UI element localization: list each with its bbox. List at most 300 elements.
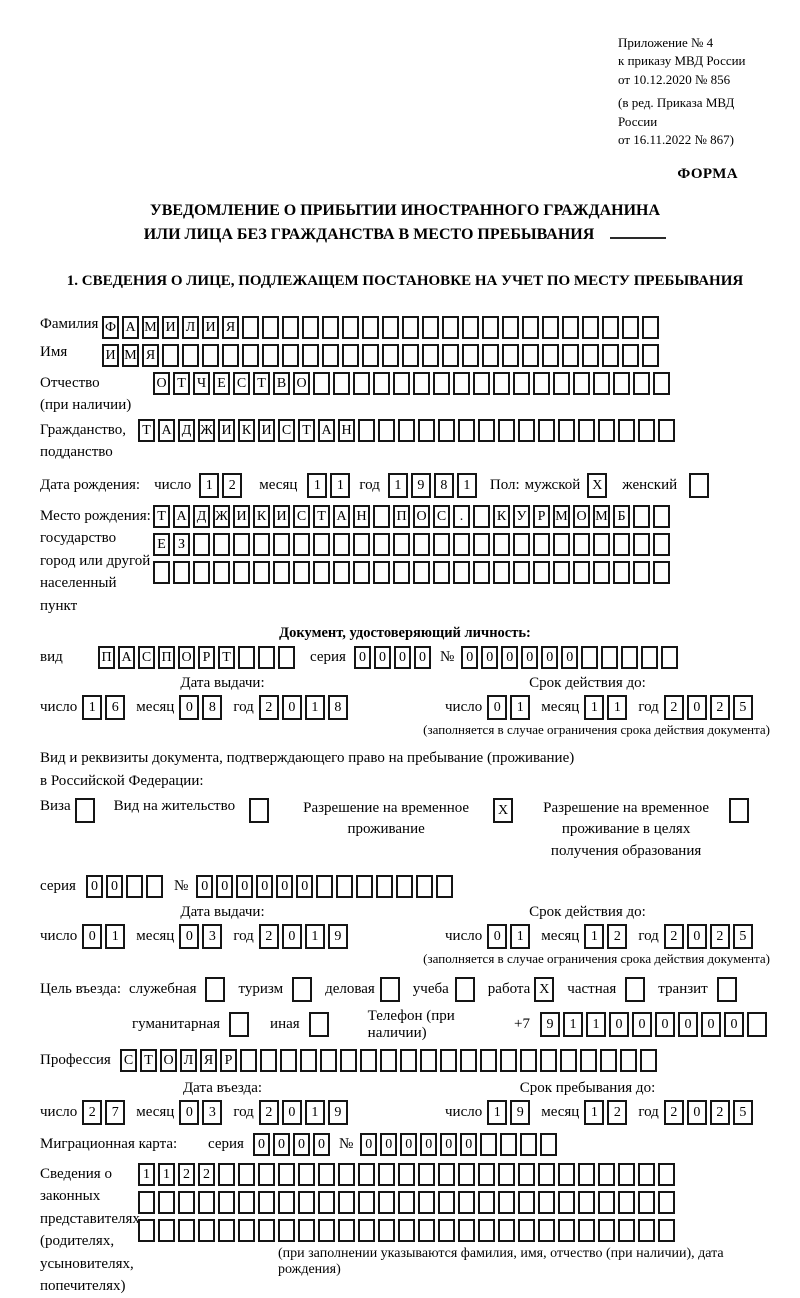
residence-permit-checkbox[interactable] <box>249 798 272 823</box>
form-cell[interactable] <box>641 646 658 669</box>
form-cell[interactable] <box>378 1219 395 1242</box>
form-cell[interactable] <box>689 473 709 498</box>
form-cell[interactable]: Т <box>253 372 270 395</box>
form-cell[interactable] <box>433 561 450 584</box>
form-cell[interactable] <box>493 372 510 395</box>
form-cell[interactable]: 0 <box>179 924 199 949</box>
form-cell[interactable] <box>601 646 618 669</box>
form-cell[interactable] <box>498 1191 515 1214</box>
form-cell[interactable] <box>338 1163 355 1186</box>
form-cell[interactable]: 0 <box>282 924 302 949</box>
form-cell[interactable]: 1 <box>510 695 530 720</box>
form-cell[interactable] <box>562 344 579 367</box>
form-cell[interactable] <box>253 561 270 584</box>
form-cell[interactable]: 9 <box>510 1100 530 1125</box>
form-cell[interactable] <box>717 977 737 1002</box>
form-cell[interactable] <box>358 1163 375 1186</box>
form-cell[interactable]: 3 <box>202 924 222 949</box>
form-cell[interactable] <box>518 1191 535 1214</box>
form-cell[interactable] <box>578 1191 595 1214</box>
form-cell[interactable] <box>440 1049 457 1072</box>
form-cell[interactable] <box>500 1133 517 1156</box>
form-cell[interactable]: 5 <box>733 695 753 720</box>
form-cell[interactable] <box>438 419 455 442</box>
form-cell[interactable]: 0 <box>461 646 478 669</box>
form-cell[interactable] <box>473 561 490 584</box>
form-cell[interactable] <box>621 646 638 669</box>
form-cell[interactable]: Т <box>138 419 155 442</box>
form-cell[interactable] <box>618 1191 635 1214</box>
form-cell[interactable]: С <box>293 505 310 528</box>
form-cell[interactable]: 0 <box>296 875 313 898</box>
form-cell[interactable]: 2 <box>664 695 684 720</box>
form-cell[interactable] <box>542 316 559 339</box>
form-cell[interactable] <box>433 533 450 556</box>
form-cell[interactable] <box>538 1219 555 1242</box>
form-cell[interactable]: Т <box>313 505 330 528</box>
form-cell[interactable] <box>522 344 539 367</box>
form-cell[interactable]: М <box>553 505 570 528</box>
form-cell[interactable]: 2 <box>259 1100 279 1125</box>
form-cell[interactable] <box>398 1163 415 1186</box>
form-cell[interactable] <box>280 1049 297 1072</box>
form-cell[interactable] <box>292 977 312 1002</box>
title-blank-underline[interactable] <box>610 237 666 239</box>
form-cell[interactable]: 2 <box>222 473 242 498</box>
form-cell[interactable] <box>300 1049 317 1072</box>
form-cell[interactable]: . <box>453 505 470 528</box>
form-cell[interactable]: 9 <box>328 1100 348 1125</box>
form-cell[interactable] <box>353 533 370 556</box>
form-cell[interactable] <box>640 1049 657 1072</box>
form-cell[interactable] <box>233 561 250 584</box>
form-cell[interactable] <box>380 977 400 1002</box>
form-cell[interactable]: С <box>120 1049 137 1072</box>
form-cell[interactable]: 0 <box>678 1012 698 1037</box>
form-cell[interactable]: Н <box>353 505 370 528</box>
form-cell[interactable] <box>747 1012 767 1037</box>
form-cell[interactable] <box>642 344 659 367</box>
form-cell[interactable]: 2 <box>607 924 627 949</box>
form-cell[interactable] <box>442 344 459 367</box>
form-cell[interactable] <box>353 372 370 395</box>
form-cell[interactable] <box>336 875 353 898</box>
form-cell[interactable]: А <box>318 419 335 442</box>
form-cell[interactable] <box>602 316 619 339</box>
form-cell[interactable] <box>438 1191 455 1214</box>
form-cell[interactable]: 5 <box>733 1100 753 1125</box>
form-cell[interactable]: X <box>493 798 513 823</box>
purpose-other-checkbox[interactable] <box>309 1012 332 1037</box>
form-cell[interactable]: А <box>122 316 139 339</box>
form-cell[interactable] <box>661 646 678 669</box>
form-cell[interactable]: Л <box>180 1049 197 1072</box>
form-cell[interactable] <box>580 1049 597 1072</box>
form-cell[interactable] <box>598 419 615 442</box>
form-cell[interactable]: 0 <box>82 924 102 949</box>
form-cell[interactable]: 2 <box>82 1100 102 1125</box>
form-cell[interactable] <box>260 1049 277 1072</box>
form-cell[interactable] <box>333 372 350 395</box>
form-cell[interactable] <box>533 533 550 556</box>
form-cell[interactable] <box>573 533 590 556</box>
form-cell[interactable]: 0 <box>687 924 707 949</box>
form-cell[interactable]: 0 <box>282 1100 302 1125</box>
form-cell[interactable] <box>578 419 595 442</box>
form-cell[interactable]: 0 <box>276 875 293 898</box>
form-cell[interactable]: 8 <box>434 473 454 498</box>
form-cell[interactable]: 2 <box>198 1163 215 1186</box>
form-cell[interactable] <box>338 1191 355 1214</box>
form-cell[interactable] <box>578 1163 595 1186</box>
form-cell[interactable]: С <box>138 646 155 669</box>
form-cell[interactable] <box>458 419 475 442</box>
form-cell[interactable] <box>613 561 630 584</box>
form-cell[interactable]: 1 <box>584 1100 604 1125</box>
form-cell[interactable]: 0 <box>701 1012 721 1037</box>
form-cell[interactable] <box>298 1163 315 1186</box>
form-cell[interactable] <box>438 1219 455 1242</box>
form-cell[interactable]: 2 <box>710 924 730 949</box>
form-cell[interactable] <box>278 1219 295 1242</box>
form-cell[interactable] <box>578 1219 595 1242</box>
form-cell[interactable] <box>478 1191 495 1214</box>
form-cell[interactable] <box>162 344 179 367</box>
form-cell[interactable] <box>353 561 370 584</box>
form-cell[interactable] <box>242 344 259 367</box>
form-cell[interactable] <box>573 561 590 584</box>
form-cell[interactable]: 0 <box>179 1100 199 1125</box>
form-cell[interactable] <box>480 1133 497 1156</box>
form-cell[interactable] <box>500 1049 517 1072</box>
form-cell[interactable] <box>249 798 269 823</box>
form-cell[interactable] <box>600 1049 617 1072</box>
form-cell[interactable]: 0 <box>420 1133 437 1156</box>
form-cell[interactable] <box>413 372 430 395</box>
form-cell[interactable]: 2 <box>607 1100 627 1125</box>
form-cell[interactable]: 0 <box>196 875 213 898</box>
form-cell[interactable]: И <box>258 419 275 442</box>
form-cell[interactable] <box>402 316 419 339</box>
form-cell[interactable]: 1 <box>330 473 350 498</box>
form-cell[interactable]: Н <box>338 419 355 442</box>
form-cell[interactable] <box>562 316 579 339</box>
form-cell[interactable]: 1 <box>563 1012 583 1037</box>
form-cell[interactable]: 0 <box>256 875 273 898</box>
form-cell[interactable]: 0 <box>216 875 233 898</box>
form-cell[interactable] <box>229 1012 249 1037</box>
purpose-private-checkbox[interactable] <box>625 977 648 1002</box>
form-cell[interactable]: 0 <box>481 646 498 669</box>
form-cell[interactable]: 1 <box>457 473 477 498</box>
form-cell[interactable]: И <box>233 505 250 528</box>
form-cell[interactable]: 0 <box>360 1133 377 1156</box>
form-cell[interactable]: А <box>333 505 350 528</box>
sex-male-checkbox[interactable] <box>587 473 610 498</box>
form-cell[interactable] <box>478 419 495 442</box>
form-cell[interactable] <box>538 419 555 442</box>
form-cell[interactable] <box>396 875 413 898</box>
form-cell[interactable] <box>542 344 559 367</box>
form-cell[interactable]: О <box>573 505 590 528</box>
form-cell[interactable] <box>658 1163 675 1186</box>
form-cell[interactable]: 1 <box>307 473 327 498</box>
form-cell[interactable]: Т <box>153 505 170 528</box>
form-cell[interactable] <box>598 1163 615 1186</box>
purpose-official-checkbox[interactable] <box>205 977 228 1002</box>
form-cell[interactable] <box>258 1163 275 1186</box>
form-cell[interactable] <box>238 1163 255 1186</box>
form-cell[interactable]: 0 <box>313 1133 330 1156</box>
form-cell[interactable] <box>558 1191 575 1214</box>
form-cell[interactable] <box>158 1219 175 1242</box>
form-cell[interactable]: Ж <box>213 505 230 528</box>
form-cell[interactable] <box>258 646 275 669</box>
form-cell[interactable] <box>362 344 379 367</box>
form-cell[interactable] <box>282 316 299 339</box>
form-cell[interactable] <box>278 1191 295 1214</box>
form-cell[interactable] <box>513 372 530 395</box>
form-cell[interactable] <box>540 1049 557 1072</box>
form-cell[interactable] <box>193 533 210 556</box>
form-cell[interactable]: Ф <box>102 316 119 339</box>
form-cell[interactable] <box>618 1219 635 1242</box>
form-cell[interactable]: 1 <box>305 1100 325 1125</box>
form-cell[interactable] <box>433 372 450 395</box>
form-cell[interactable]: 0 <box>609 1012 629 1037</box>
form-cell[interactable] <box>293 533 310 556</box>
form-cell[interactable] <box>538 1163 555 1186</box>
form-cell[interactable] <box>502 344 519 367</box>
form-cell[interactable] <box>205 977 225 1002</box>
form-cell[interactable] <box>413 561 430 584</box>
form-cell[interactable] <box>480 1049 497 1072</box>
form-cell[interactable] <box>213 533 230 556</box>
form-cell[interactable] <box>393 372 410 395</box>
form-cell[interactable]: 0 <box>394 646 411 669</box>
form-cell[interactable]: 0 <box>273 1133 290 1156</box>
purpose-transit-checkbox[interactable] <box>717 977 740 1002</box>
form-cell[interactable] <box>373 372 390 395</box>
form-cell[interactable] <box>358 1219 375 1242</box>
form-cell[interactable]: 1 <box>586 1012 606 1037</box>
form-cell[interactable] <box>618 1163 635 1186</box>
form-cell[interactable]: 1 <box>584 924 604 949</box>
form-cell[interactable] <box>473 533 490 556</box>
form-cell[interactable]: Е <box>213 372 230 395</box>
form-cell[interactable] <box>238 1191 255 1214</box>
form-cell[interactable] <box>473 372 490 395</box>
form-cell[interactable]: Р <box>220 1049 237 1072</box>
form-cell[interactable] <box>138 1219 155 1242</box>
form-cell[interactable]: У <box>513 505 530 528</box>
form-cell[interactable] <box>558 1219 575 1242</box>
form-cell[interactable] <box>453 372 470 395</box>
form-cell[interactable]: 2 <box>259 695 279 720</box>
form-cell[interactable]: П <box>393 505 410 528</box>
form-cell[interactable] <box>533 372 550 395</box>
form-cell[interactable] <box>418 419 435 442</box>
form-cell[interactable] <box>182 344 199 367</box>
form-cell[interactable] <box>462 344 479 367</box>
form-cell[interactable] <box>278 646 295 669</box>
form-cell[interactable]: X <box>587 473 607 498</box>
form-cell[interactable] <box>342 316 359 339</box>
form-cell[interactable]: 9 <box>540 1012 560 1037</box>
form-cell[interactable]: 1 <box>607 695 627 720</box>
form-cell[interactable] <box>218 1191 235 1214</box>
form-cell[interactable] <box>581 646 598 669</box>
form-cell[interactable]: М <box>142 316 159 339</box>
form-cell[interactable]: 1 <box>305 695 325 720</box>
form-cell[interactable] <box>558 419 575 442</box>
form-cell[interactable] <box>362 316 379 339</box>
form-cell[interactable] <box>273 561 290 584</box>
form-cell[interactable] <box>378 419 395 442</box>
form-cell[interactable]: 0 <box>655 1012 675 1037</box>
form-cell[interactable] <box>398 419 415 442</box>
form-cell[interactable] <box>373 561 390 584</box>
form-cell[interactable]: 0 <box>632 1012 652 1037</box>
form-cell[interactable] <box>202 344 219 367</box>
form-cell[interactable]: 0 <box>400 1133 417 1156</box>
form-cell[interactable] <box>520 1049 537 1072</box>
form-cell[interactable]: 2 <box>710 1100 730 1125</box>
form-cell[interactable]: 1 <box>584 695 604 720</box>
form-cell[interactable]: Е <box>153 533 170 556</box>
form-cell[interactable] <box>436 875 453 898</box>
form-cell[interactable] <box>193 561 210 584</box>
form-cell[interactable]: С <box>233 372 250 395</box>
form-cell[interactable] <box>398 1191 415 1214</box>
form-cell[interactable]: О <box>160 1049 177 1072</box>
form-cell[interactable] <box>633 505 650 528</box>
form-cell[interactable]: 0 <box>282 695 302 720</box>
form-cell[interactable] <box>273 533 290 556</box>
form-cell[interactable] <box>658 1191 675 1214</box>
form-cell[interactable]: Т <box>173 372 190 395</box>
form-cell[interactable]: 0 <box>106 875 123 898</box>
form-cell[interactable] <box>222 344 239 367</box>
form-cell[interactable] <box>642 316 659 339</box>
form-cell[interactable]: 0 <box>521 646 538 669</box>
form-cell[interactable] <box>302 316 319 339</box>
visa-checkbox[interactable] <box>75 798 98 823</box>
form-cell[interactable] <box>253 533 270 556</box>
form-cell[interactable] <box>498 419 515 442</box>
form-cell[interactable] <box>538 1191 555 1214</box>
form-cell[interactable] <box>493 533 510 556</box>
purpose-work-checkbox[interactable] <box>534 977 557 1002</box>
form-cell[interactable]: 1 <box>487 1100 507 1125</box>
form-cell[interactable]: 0 <box>354 646 371 669</box>
form-cell[interactable] <box>282 344 299 367</box>
form-cell[interactable] <box>262 344 279 367</box>
form-cell[interactable] <box>376 875 393 898</box>
form-cell[interactable]: 1 <box>82 695 102 720</box>
form-cell[interactable] <box>360 1049 377 1072</box>
form-cell[interactable] <box>302 344 319 367</box>
form-cell[interactable]: И <box>273 505 290 528</box>
form-cell[interactable]: 0 <box>501 646 518 669</box>
form-cell[interactable] <box>518 1219 535 1242</box>
form-cell[interactable] <box>238 646 255 669</box>
form-cell[interactable] <box>453 533 470 556</box>
form-cell[interactable] <box>338 1219 355 1242</box>
form-cell[interactable]: 0 <box>460 1133 477 1156</box>
form-cell[interactable]: 9 <box>411 473 431 498</box>
form-cell[interactable] <box>238 1219 255 1242</box>
form-cell[interactable] <box>478 1163 495 1186</box>
form-cell[interactable]: С <box>433 505 450 528</box>
form-cell[interactable]: Р <box>198 646 215 669</box>
form-cell[interactable]: О <box>293 372 310 395</box>
form-cell[interactable] <box>316 875 333 898</box>
form-cell[interactable] <box>638 1219 655 1242</box>
form-cell[interactable] <box>158 1191 175 1214</box>
form-cell[interactable]: П <box>158 646 175 669</box>
form-cell[interactable] <box>558 1163 575 1186</box>
form-cell[interactable] <box>593 533 610 556</box>
form-cell[interactable] <box>593 561 610 584</box>
form-cell[interactable] <box>638 1163 655 1186</box>
form-cell[interactable] <box>333 561 350 584</box>
form-cell[interactable]: Я <box>142 344 159 367</box>
form-cell[interactable] <box>518 419 535 442</box>
form-cell[interactable]: 1 <box>105 924 125 949</box>
form-cell[interactable] <box>318 1191 335 1214</box>
form-cell[interactable]: 0 <box>414 646 431 669</box>
form-cell[interactable] <box>318 1219 335 1242</box>
form-cell[interactable] <box>358 1191 375 1214</box>
form-cell[interactable] <box>373 505 390 528</box>
form-cell[interactable]: 0 <box>374 646 391 669</box>
form-cell[interactable] <box>582 316 599 339</box>
form-cell[interactable] <box>638 419 655 442</box>
form-cell[interactable] <box>178 1219 195 1242</box>
form-cell[interactable] <box>233 533 250 556</box>
form-cell[interactable]: П <box>98 646 115 669</box>
form-cell[interactable]: Р <box>533 505 550 528</box>
form-cell[interactable] <box>460 1049 477 1072</box>
form-cell[interactable] <box>438 1163 455 1186</box>
form-cell[interactable]: 0 <box>687 695 707 720</box>
form-cell[interactable] <box>622 344 639 367</box>
form-cell[interactable]: 2 <box>664 1100 684 1125</box>
form-cell[interactable] <box>418 1191 435 1214</box>
purpose-tourism-checkbox[interactable] <box>292 977 315 1002</box>
form-cell[interactable] <box>298 1191 315 1214</box>
form-cell[interactable]: 0 <box>86 875 103 898</box>
form-cell[interactable]: 8 <box>328 695 348 720</box>
form-cell[interactable]: А <box>173 505 190 528</box>
form-cell[interactable] <box>418 1163 435 1186</box>
form-cell[interactable] <box>126 875 143 898</box>
form-cell[interactable] <box>498 1163 515 1186</box>
form-cell[interactable] <box>658 1219 675 1242</box>
form-cell[interactable]: О <box>413 505 430 528</box>
sex-female-checkbox[interactable] <box>689 473 712 498</box>
form-cell[interactable]: И <box>202 316 219 339</box>
form-cell[interactable] <box>393 561 410 584</box>
form-cell[interactable]: Б <box>613 505 630 528</box>
form-cell[interactable] <box>416 875 433 898</box>
form-cell[interactable] <box>422 316 439 339</box>
form-cell[interactable] <box>380 1049 397 1072</box>
form-cell[interactable] <box>553 372 570 395</box>
form-cell[interactable] <box>418 1219 435 1242</box>
form-cell[interactable] <box>393 533 410 556</box>
